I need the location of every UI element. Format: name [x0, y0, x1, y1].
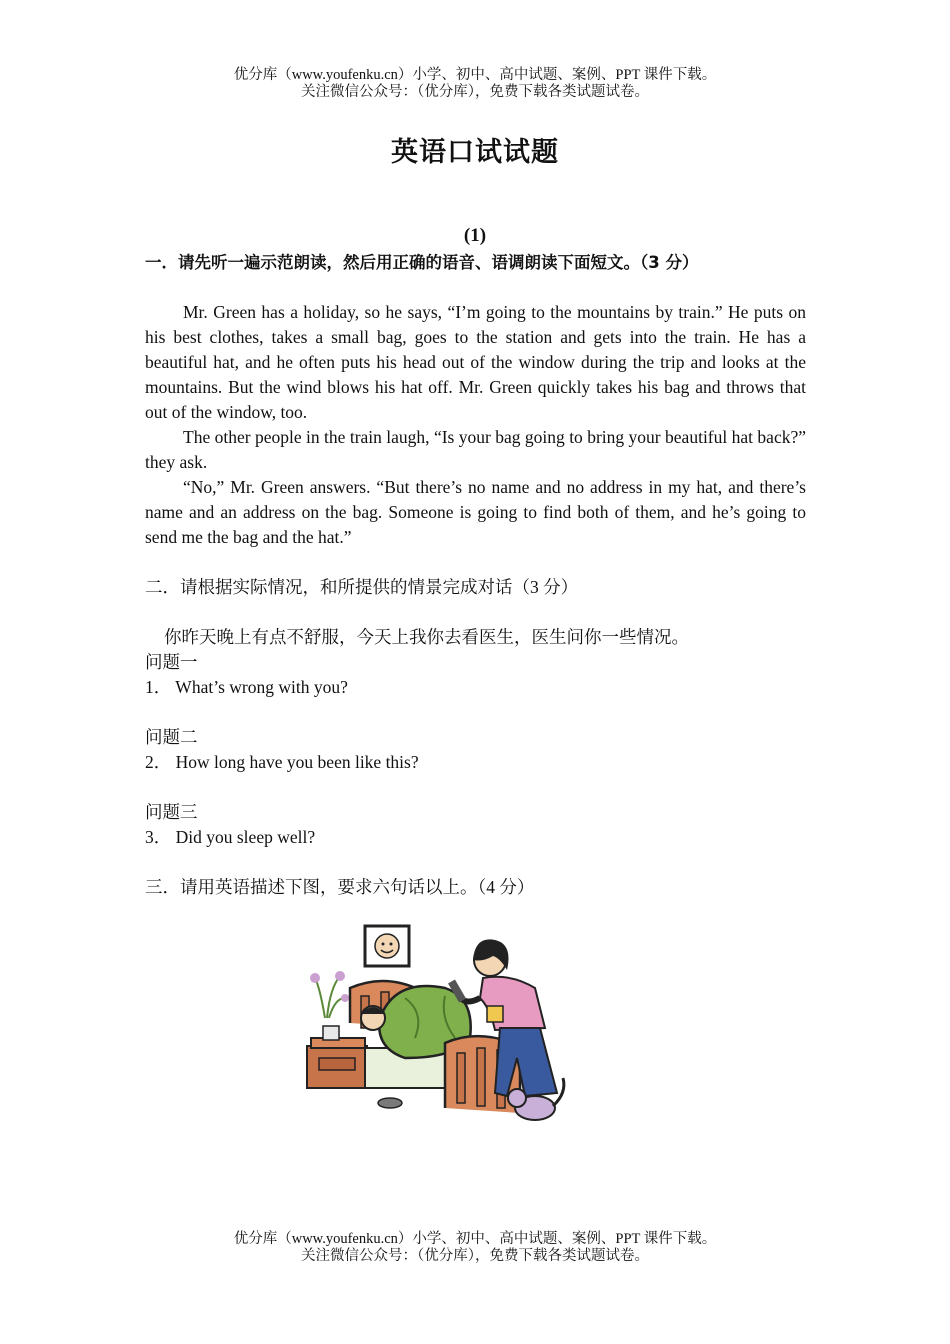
question-label-3: 问题三	[145, 802, 198, 822]
test-number: (1)	[463, 225, 487, 246]
passage-paragraph-2: The other people in the train laugh, “Is your bag going to bring your beautiful hat back?” they ask.	[145, 427, 806, 472]
page-footer	[0, 1231, 950, 1265]
question-label-2: 问题二	[145, 727, 198, 747]
page-header	[0, 67, 950, 101]
page-title: 英语口试试题	[391, 137, 559, 168]
header-line-2: 关注微信公众号：（优分库），免费下载各类试题试卷。	[301, 84, 649, 100]
question-text-1: 1． What’s wrong with you?	[145, 677, 348, 697]
illustration-sick-child-in-bed	[295, 918, 580, 1133]
passage-paragraph-3: “No,” Mr. Green answers. “But there’s no name and no address in my hat, and there’s name and an address on the bag. Someone is going to find both of them, and he’s going to send me the bag and the hat.”	[145, 477, 806, 547]
passage-paragraph-1: Mr. Green has a holiday, so he says, “I’m going to the mountains by train.” He puts on his best clothes, takes a small bag, goes to the station and gets into the train. He has a beautiful hat, and he often puts his head out of the window during the trip and looks at the mountains. But the wind blows his hat off. Mr. Green quickly takes his bag and throws that out of the window, too.	[145, 302, 806, 422]
question-label-1: 问题一	[145, 652, 198, 672]
section3-heading: 三．请用英语描述下图，要求六句话以上。（4 分）	[145, 877, 535, 897]
question-text-2: 2． How long have you been like this?	[145, 752, 419, 772]
header-line-1: 优分库（www.youfenku.cn）小学、初中、高中试题、案例、PPT 课件下载。	[233, 67, 717, 83]
reading-passage	[145, 300, 806, 900]
question-text-3: 3． Did you sleep well?	[145, 827, 316, 847]
dialogue-scenario: 你昨天晚上有点不舒服，今天上我你去看医生，医生问你一些情况。	[164, 627, 689, 647]
footer-line-2: 关注微信公众号：（优分库），免费下载各类试题试卷。	[301, 1248, 649, 1264]
section2-heading: 二．请根据实际情况，和所提供的情景完成对话（3 分）	[145, 577, 579, 597]
footer-line-1: 优分库（www.youfenku.cn）小学、初中、高中试题、案例、PPT 课件下载。	[233, 1231, 717, 1247]
section1-heading: 一．请先听一遍示范朗读，然后用正确的语音、语调朗读下面短文。（3 分）	[145, 253, 699, 272]
